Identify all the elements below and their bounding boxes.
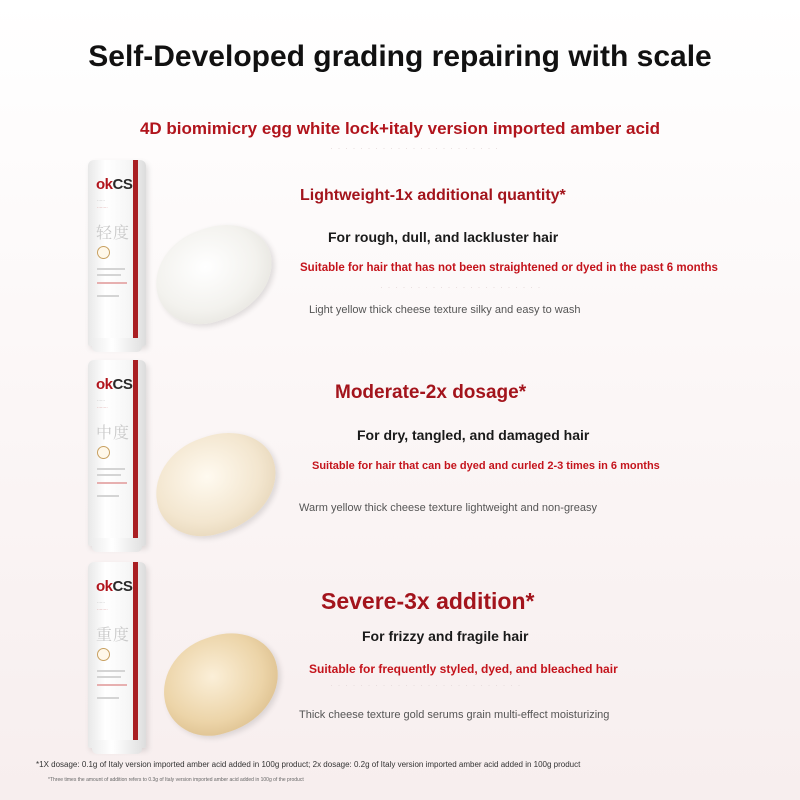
tube-chinese-label: 轻度 — [96, 225, 131, 242]
footnote-small: *Three times the amount of addition refers to 0.3g of Italy version imported amber acid added in 100g of the product — [48, 777, 304, 783]
tube-badge-icon — [97, 648, 110, 661]
tube-chinese-label: 中度 — [96, 425, 131, 442]
faint-background-text: · · · · · · · · · · · · · · · · · · · · · · · — [330, 143, 499, 153]
tube-text-line — [97, 697, 119, 699]
product-tube-light — [88, 160, 146, 346]
tube-text-line — [97, 274, 121, 276]
product-suitability-severe: Suitable for frequently styled, dyed, and bleached hair — [309, 662, 618, 676]
product-suitability-light: Suitable for hair that has not been straightened or dyed in the past 6 months — [300, 262, 718, 274]
tube-text-line — [97, 474, 121, 476]
product-texture-severe: Thick cheese texture gold serums grain multi-effect moisturizing — [299, 709, 610, 721]
tube-cap — [92, 740, 142, 754]
cream-swatch-light — [143, 212, 286, 337]
tube-text-line — [97, 282, 127, 284]
product-texture-light: Light yellow thick cheese texture silky and easy to wash — [309, 304, 581, 316]
page-subtitle: 4D biomimicry egg white lock+italy version imported amber acid — [139, 119, 661, 138]
product-tube-severe — [88, 562, 146, 748]
product-texture-moderate: Warm yellow thick cheese texture lightweight and non-greasy — [299, 502, 597, 514]
tube-fineprint: ········ — [97, 405, 108, 410]
brand-logo: okCS — [96, 376, 133, 393]
tube-fineprint: ······ — [97, 198, 105, 203]
cream-swatch-moderate — [142, 419, 290, 549]
tube-fineprint: ········ — [97, 607, 108, 612]
tube-fineprint: ······ — [97, 600, 105, 605]
product-target-moderate: For dry, tangled, and damaged hair — [357, 427, 590, 443]
page-title: Self-Developed grading repairing with scale — [88, 40, 712, 73]
tube-badge-icon — [97, 446, 110, 459]
product-suitability-moderate: Suitable for hair that can be dyed and curled 2-3 times in 6 months — [312, 460, 660, 472]
cream-swatch-severe — [150, 620, 292, 748]
product-heading-light: Lightweight-1x additional quantity* — [300, 187, 566, 204]
tube-stripe — [133, 360, 138, 546]
tube-fineprint: ······ — [97, 398, 105, 403]
brand-logo: okCS — [96, 176, 133, 193]
product-heading-moderate: Moderate-2x dosage* — [335, 382, 527, 403]
product-tube-moderate — [88, 360, 146, 546]
faint-background-text: · · · · · · · · · · · · · · · · · · · · · · — [380, 282, 542, 292]
tube-fineprint: ········ — [97, 205, 108, 210]
product-heading-severe: Severe-3x addition* — [321, 588, 535, 614]
tube-text-line — [97, 268, 125, 270]
faint-background-text: · · · · · · · · · · · · · · · · · · · · · · · · · · — [330, 680, 522, 690]
tube-badge-icon — [97, 246, 110, 259]
tube-text-line — [97, 670, 125, 672]
tube-chinese-label: 重度 — [96, 627, 131, 644]
tube-cap — [92, 538, 142, 552]
tube-stripe — [133, 160, 138, 346]
tube-cap — [92, 338, 142, 352]
brand-logo: okCS — [96, 578, 133, 595]
product-target-severe: For frizzy and fragile hair — [362, 628, 529, 644]
tube-text-line — [97, 495, 119, 497]
footnote: *1X dosage: 0.1g of Italy version imported amber acid added in 100g product; 2x dosage: 0.2g of Italy version imported amber acid added in 100g product — [36, 760, 581, 769]
tube-text-line — [97, 676, 121, 678]
tube-stripe — [133, 562, 138, 748]
tube-text-line — [97, 295, 119, 297]
tube-text-line — [97, 684, 127, 686]
tube-text-line — [97, 468, 125, 470]
tube-text-line — [97, 482, 127, 484]
product-target-light: For rough, dull, and lackluster hair — [328, 229, 559, 245]
